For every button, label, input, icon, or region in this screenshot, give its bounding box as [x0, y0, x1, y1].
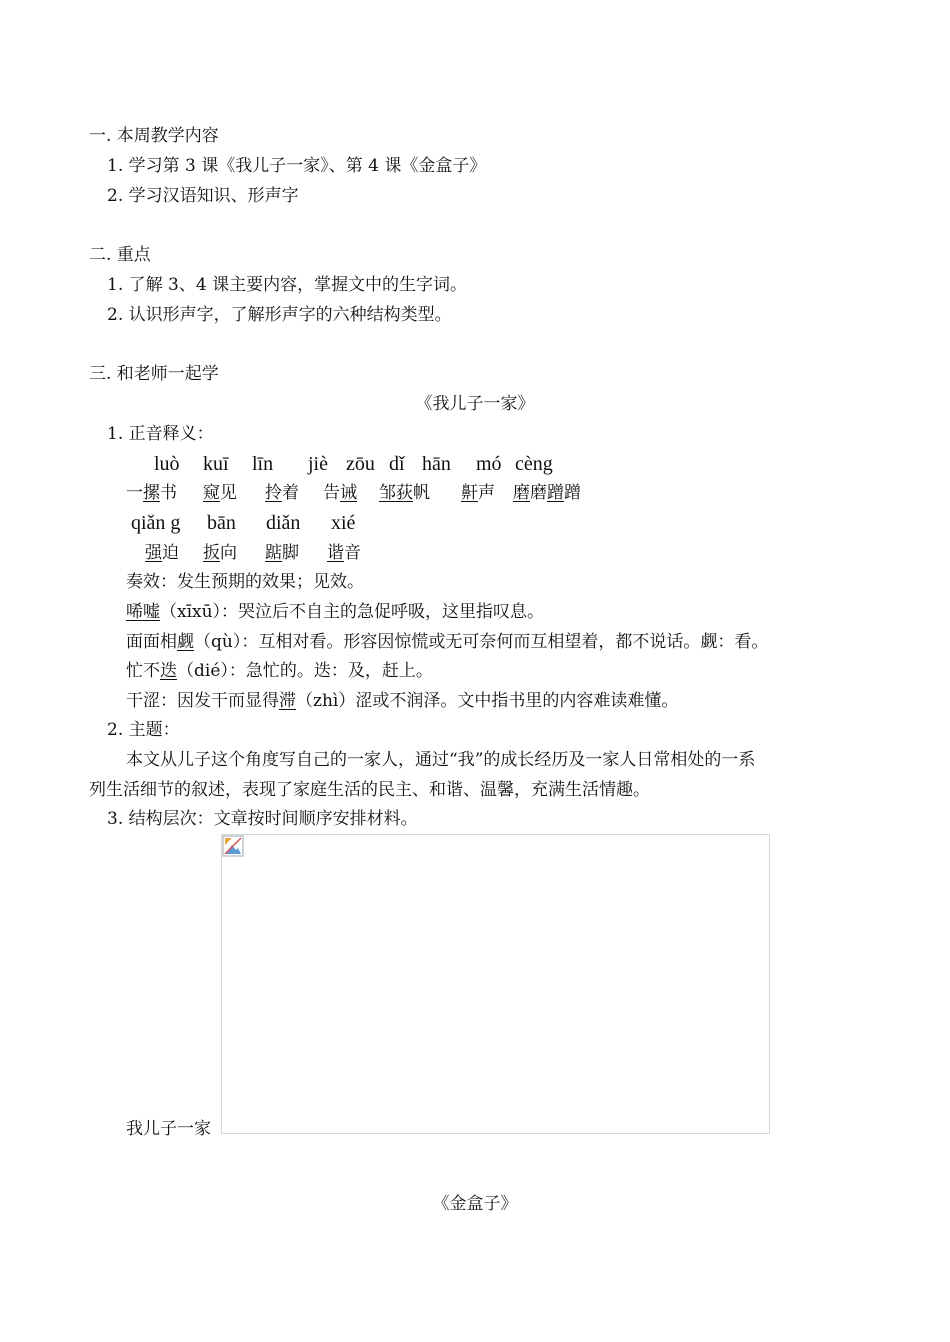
pinyin: diǎn — [266, 512, 301, 534]
broken-image-icon — [222, 835, 244, 857]
theme-heading: 2. 主题： — [107, 720, 180, 740]
pinyin: hān — [422, 453, 451, 475]
next-lesson-title: 《金盒子》 — [432, 1194, 518, 1214]
image-caption: 我儿子一家 — [126, 1119, 211, 1139]
pinyin: cèng — [515, 453, 553, 475]
structure-diagram-image — [221, 834, 770, 1134]
section2-item-1: 1. 了解 3、4 课主要内容，掌握文中的生字词。 — [107, 275, 468, 295]
pinyin: xié — [331, 512, 356, 534]
lesson-title: 《我儿子一家》 — [415, 394, 535, 414]
word-hansheng: 鼾声 — [461, 483, 495, 503]
word-gaojie: 告诫 — [323, 483, 357, 503]
section1-item-1: 1. 学习第 3 课《我儿子一家》、第 4 课《金盒子》 — [107, 156, 487, 176]
word-dianjiao: 踮脚 — [265, 543, 299, 563]
word-momocengceng: 磨磨蹭蹭 — [513, 483, 581, 503]
pronunciation-heading: 1. 正音释义： — [107, 424, 214, 444]
pinyin: qiǎn g — [131, 512, 181, 534]
pinyin: dǐ — [389, 453, 405, 475]
theme-line-2: 列生活细节的叙述，表现了家庭生活的民主、和谐、温馨，充满生活情趣。 — [89, 780, 650, 800]
section1-item-2: 2. 学习汉语知识、形声字 — [107, 186, 299, 206]
definition-ganse: 干涩：因发干而显得滞（zhì）涩或不润泽。文中指书里的内容难读难懂。 — [126, 691, 679, 711]
pinyin: zōu — [346, 453, 375, 475]
pinyin: kuī — [203, 453, 229, 475]
pinyin: jiè — [308, 453, 328, 475]
section3-heading: 三. 和老师一起学 — [89, 364, 219, 384]
section2-item-2: 2. 认识形声字，了解形声字的六种结构类型。 — [107, 305, 452, 325]
pinyin: mó — [476, 453, 502, 475]
theme-line-1: 本文从儿子这个角度写自己的一家人，通过“我”的成长经历及一家人日常相处的一系 — [126, 750, 756, 770]
pinyin: luò — [154, 453, 180, 475]
word-qiangpo: 强迫 — [145, 543, 179, 563]
word-linzhe: 拎着 — [265, 483, 299, 503]
definition-mangbudie: 忙不迭（dié）：急忙的。迭：及，赶上。 — [126, 661, 433, 681]
word-yiluoshu: 一摞书 — [126, 483, 177, 503]
word-xieyin: 谐音 — [327, 543, 361, 563]
definition-zouxiao: 奏效：发生预期的效果；见效。 — [126, 572, 364, 592]
word-zoudifan: 邹荻帆 — [379, 483, 430, 503]
definition-mianmianxiangqu: 面面相觑（qù）：互相对看。形容因惊慌或无可奈何而互相望着，都不说话。觑：看。 — [126, 632, 769, 652]
section2-heading: 二. 重点 — [89, 245, 151, 265]
pinyin: līn — [252, 453, 274, 475]
word-kuijian: 窥见 — [203, 483, 237, 503]
section1-heading: 一. 本周教学内容 — [89, 126, 219, 146]
word-banxiang: 扳向 — [203, 543, 237, 563]
pinyin: bān — [207, 512, 236, 534]
definition-xixu: 唏嘘（xīxū）：哭泣后不自主的急促呼吸，这里指叹息。 — [126, 602, 545, 622]
structure-heading: 3. 结构层次：文章按时间顺序安排材料。 — [107, 809, 418, 829]
